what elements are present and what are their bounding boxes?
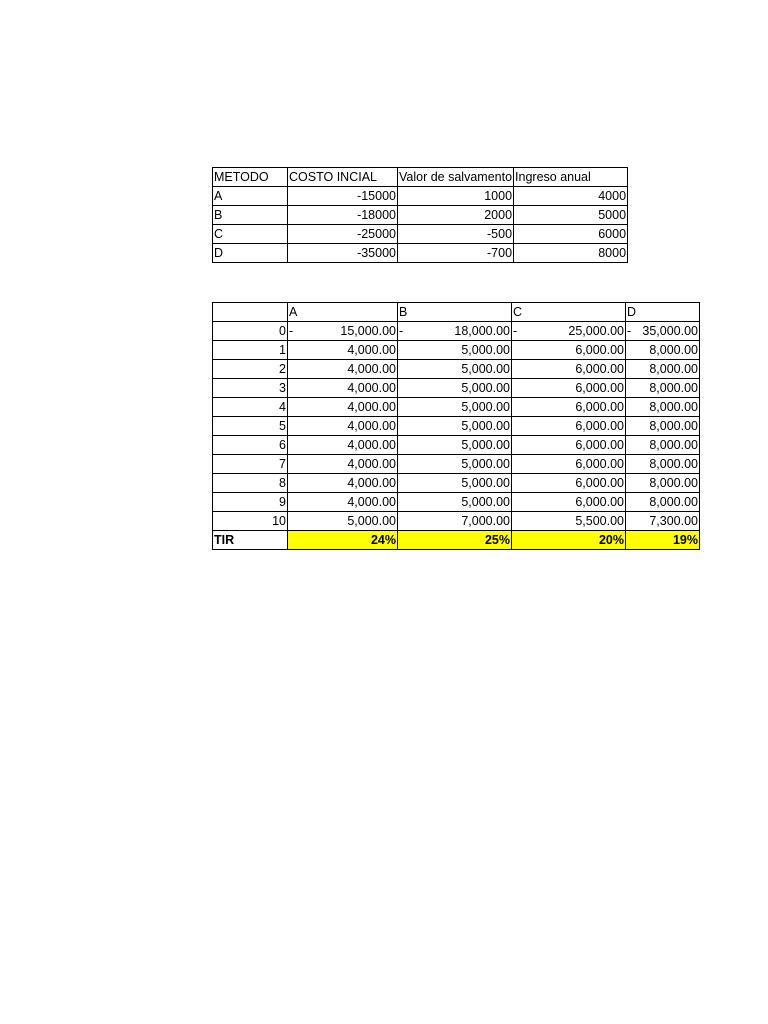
cell-d[interactable]: 8,000.00 bbox=[626, 436, 700, 455]
cell-c[interactable]: 6,000.00 bbox=[512, 474, 626, 493]
cell-c[interactable]: 6,000.00 bbox=[512, 417, 626, 436]
negative-sign: - bbox=[627, 324, 632, 338]
cell-metodo[interactable]: A bbox=[213, 187, 288, 206]
cell-a[interactable]: 4,000.00 bbox=[288, 417, 398, 436]
cell-salvamento[interactable]: -500 bbox=[398, 225, 514, 244]
cell-a[interactable]: 4,000.00 bbox=[288, 398, 398, 417]
cell-b[interactable]: 5,000.00 bbox=[398, 417, 512, 436]
cell-value: 15,000.00 bbox=[340, 324, 396, 338]
cell-d[interactable]: 8,000.00 bbox=[626, 493, 700, 512]
cell-period[interactable]: 4 bbox=[213, 398, 288, 417]
table-row bbox=[213, 455, 700, 474]
cell-c[interactable]: 6,000.00 bbox=[512, 455, 626, 474]
cell-period[interactable]: 1 bbox=[213, 341, 288, 360]
header-b[interactable]: B bbox=[398, 303, 512, 322]
cell-value: 35,000.00 bbox=[642, 324, 698, 338]
header-c[interactable]: C bbox=[512, 303, 626, 322]
table-row bbox=[213, 398, 700, 417]
negative-sign: - bbox=[289, 324, 294, 338]
cell-c[interactable]: 6,000.00 bbox=[512, 379, 626, 398]
cell-d[interactable]: 8,000.00 bbox=[626, 341, 700, 360]
cell-a[interactable]: 4,000.00 bbox=[288, 436, 398, 455]
cell-salvamento[interactable]: 1000 bbox=[398, 187, 514, 206]
cell-c[interactable]: 6,000.00 bbox=[512, 398, 626, 417]
cell-c[interactable]: 6,000.00 bbox=[512, 341, 626, 360]
cell-metodo[interactable]: D bbox=[213, 244, 288, 263]
cell-value: 25,000.00 bbox=[568, 324, 624, 338]
cell-c[interactable] bbox=[512, 322, 626, 341]
cell-c[interactable]: 6,000.00 bbox=[512, 493, 626, 512]
cell-metodo[interactable]: C bbox=[213, 225, 288, 244]
header-a[interactable]: A bbox=[288, 303, 398, 322]
cell-a[interactable]: 4,000.00 bbox=[288, 455, 398, 474]
cell-a[interactable]: 5,000.00 bbox=[288, 512, 398, 531]
cell-b[interactable]: 5,000.00 bbox=[398, 493, 512, 512]
cell-a[interactable]: 4,000.00 bbox=[288, 474, 398, 493]
cell-d[interactable]: 7,300.00 bbox=[626, 512, 700, 531]
cell-d[interactable]: 8,000.00 bbox=[626, 455, 700, 474]
cell-costo[interactable]: -18000 bbox=[288, 206, 398, 225]
cell-period[interactable]: 8 bbox=[213, 474, 288, 493]
cell-a[interactable]: 4,000.00 bbox=[288, 341, 398, 360]
header-ingreso-anual[interactable]: Ingreso anual bbox=[514, 168, 628, 187]
tir-value-b[interactable]: 25% bbox=[398, 531, 512, 550]
table-row bbox=[213, 341, 700, 360]
cell-a[interactable]: 4,000.00 bbox=[288, 493, 398, 512]
cell-d[interactable] bbox=[626, 322, 700, 341]
tir-value-a[interactable]: 24% bbox=[288, 531, 398, 550]
table-row bbox=[213, 225, 628, 244]
table-row bbox=[213, 474, 700, 493]
tir-value-c[interactable]: 20% bbox=[512, 531, 626, 550]
cell-salvamento[interactable]: 2000 bbox=[398, 206, 514, 225]
cell-b[interactable]: 5,000.00 bbox=[398, 455, 512, 474]
header-valor-salvamento[interactable]: Valor de salvamento bbox=[398, 168, 514, 187]
table-header-row bbox=[213, 303, 700, 322]
cell-value: 18,000.00 bbox=[454, 324, 510, 338]
cell-costo[interactable]: -25000 bbox=[288, 225, 398, 244]
tir-label[interactable]: TIR bbox=[213, 531, 288, 550]
cell-costo[interactable]: -35000 bbox=[288, 244, 398, 263]
cell-b[interactable]: 5,000.00 bbox=[398, 474, 512, 493]
table-header-row bbox=[213, 168, 628, 187]
cell-period[interactable]: 7 bbox=[213, 455, 288, 474]
cell-costo[interactable]: -15000 bbox=[288, 187, 398, 206]
table-row bbox=[213, 206, 628, 225]
header-d[interactable]: D bbox=[626, 303, 700, 322]
cell-a[interactable]: 4,000.00 bbox=[288, 379, 398, 398]
cell-period[interactable]: 5 bbox=[213, 417, 288, 436]
table-row bbox=[213, 244, 628, 263]
table-row bbox=[213, 360, 700, 379]
cell-b[interactable]: 5,000.00 bbox=[398, 360, 512, 379]
cell-a[interactable]: 4,000.00 bbox=[288, 360, 398, 379]
negative-sign: - bbox=[513, 324, 518, 338]
tir-value-d[interactable]: 19% bbox=[626, 531, 700, 550]
cell-c[interactable]: 6,000.00 bbox=[512, 436, 626, 455]
table-row bbox=[213, 417, 700, 436]
cell-period[interactable]: 2 bbox=[213, 360, 288, 379]
cell-a[interactable] bbox=[288, 322, 398, 341]
tir-row bbox=[213, 531, 700, 550]
cell-d[interactable]: 8,000.00 bbox=[626, 417, 700, 436]
cash-flow-table bbox=[212, 302, 700, 550]
cell-b[interactable] bbox=[398, 322, 512, 341]
cell-b[interactable]: 7,000.00 bbox=[398, 512, 512, 531]
cell-c[interactable]: 5,500.00 bbox=[512, 512, 626, 531]
cell-d[interactable]: 8,000.00 bbox=[626, 379, 700, 398]
table-row-period-0 bbox=[213, 322, 700, 341]
table-row bbox=[213, 187, 628, 206]
cell-salvamento[interactable]: -700 bbox=[398, 244, 514, 263]
cell-d[interactable]: 8,000.00 bbox=[626, 474, 700, 493]
cell-ingreso[interactable]: 8000 bbox=[514, 244, 628, 263]
cell-ingreso[interactable]: 6000 bbox=[514, 225, 628, 244]
cell-d[interactable]: 8,000.00 bbox=[626, 398, 700, 417]
table-row bbox=[213, 379, 700, 398]
table-row bbox=[213, 512, 700, 531]
input-data-table bbox=[212, 167, 628, 263]
header-metodo[interactable]: METODO bbox=[213, 168, 288, 187]
table-row bbox=[213, 493, 700, 512]
cell-ingreso[interactable]: 4000 bbox=[514, 187, 628, 206]
cell-period[interactable]: 10 bbox=[213, 512, 288, 531]
cell-period[interactable]: 0 bbox=[213, 322, 288, 341]
header-period[interactable] bbox=[213, 303, 288, 322]
table-row bbox=[213, 436, 700, 455]
cell-period[interactable]: 6 bbox=[213, 436, 288, 455]
cell-b[interactable]: 5,000.00 bbox=[398, 436, 512, 455]
cell-b[interactable]: 5,000.00 bbox=[398, 341, 512, 360]
cell-period[interactable]: 3 bbox=[213, 379, 288, 398]
cell-metodo[interactable]: B bbox=[213, 206, 288, 225]
cell-b[interactable]: 5,000.00 bbox=[398, 398, 512, 417]
negative-sign: - bbox=[399, 324, 404, 338]
cell-d[interactable]: 8,000.00 bbox=[626, 360, 700, 379]
header-costo-inicial[interactable]: COSTO INCIAL bbox=[288, 168, 398, 187]
cell-period[interactable]: 9 bbox=[213, 493, 288, 512]
cell-c[interactable]: 6,000.00 bbox=[512, 360, 626, 379]
cell-ingreso[interactable]: 5000 bbox=[514, 206, 628, 225]
cell-b[interactable]: 5,000.00 bbox=[398, 379, 512, 398]
